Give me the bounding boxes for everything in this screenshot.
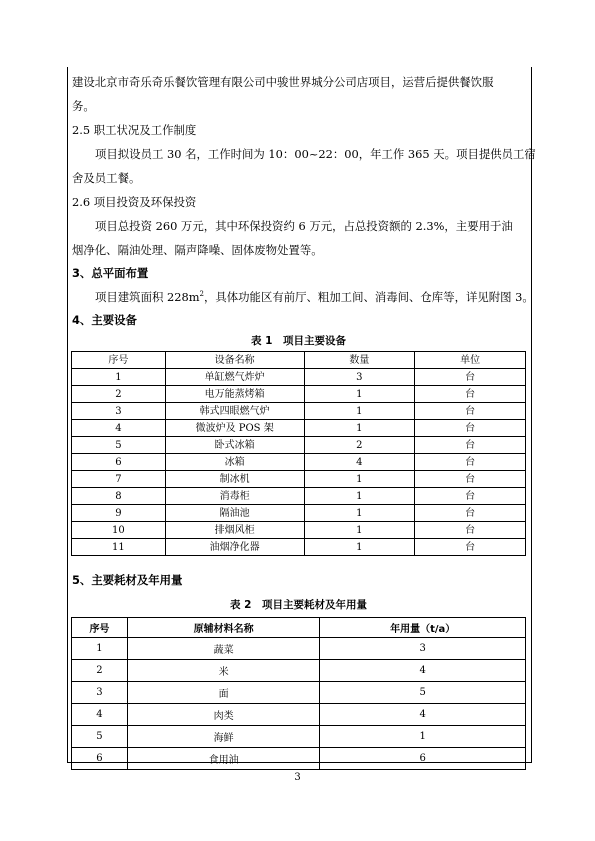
- table-row: [72, 522, 526, 539]
- table-cell: 面: [127, 682, 320, 704]
- table-cell: 海鲜: [127, 726, 320, 748]
- section-heading-5: 5、主要耗材及年用量: [72, 573, 183, 587]
- paragraph-line: 务。: [72, 99, 95, 113]
- column-header: 单位: [415, 352, 526, 369]
- table-cell: 台: [415, 454, 526, 471]
- paragraph-line: 舍及员工餐。: [72, 171, 141, 185]
- column-header: 年用量（t/a）: [320, 618, 526, 638]
- table-cell: 10: [72, 522, 166, 539]
- table-row: [72, 437, 526, 454]
- table-cell: 7: [72, 471, 166, 488]
- table-cell: 1: [304, 522, 415, 539]
- table-row: [72, 471, 526, 488]
- table-cell: 油烟净化器: [165, 539, 304, 556]
- table-cell: 1: [72, 638, 128, 660]
- table-header-row: [72, 618, 526, 638]
- paragraph-line: 建设北京市奇乐奇乐餐饮管理有限公司中骏世界城分公司店项目，运营后提供餐饮服: [72, 75, 494, 89]
- table-cell: 肉类: [127, 704, 320, 726]
- table-cell: 冰箱: [165, 454, 304, 471]
- table-header-row: [72, 352, 526, 369]
- table-cell: 8: [72, 488, 166, 505]
- table-cell: 制冰机: [165, 471, 304, 488]
- table-row: [72, 369, 526, 386]
- column-header: 原辅材料名称: [127, 618, 320, 638]
- table-cell: 1: [304, 471, 415, 488]
- table-row: [72, 420, 526, 437]
- table-cell: 台: [415, 488, 526, 505]
- table-row: [72, 638, 526, 660]
- table-cell: 1: [304, 539, 415, 556]
- column-header: 设备名称: [165, 352, 304, 369]
- table-cell: 1: [304, 403, 415, 420]
- table-row: [72, 505, 526, 522]
- table-cell: 台: [415, 420, 526, 437]
- table-cell: 台: [415, 505, 526, 522]
- table-cell: 5: [320, 682, 526, 704]
- section-heading-4: 4、主要设备: [72, 313, 137, 327]
- table-cell: 单缸燃气炸炉: [165, 369, 304, 386]
- table-cell: 1: [304, 420, 415, 437]
- table-cell: 3: [72, 403, 166, 420]
- table-row: [72, 726, 526, 748]
- table-cell: 2: [304, 437, 415, 454]
- table-cell: 排烟风柜: [165, 522, 304, 539]
- table-cell: 韩式四眼燃气炉: [165, 403, 304, 420]
- table-cell: 隔油池: [165, 505, 304, 522]
- table-cell: 台: [415, 403, 526, 420]
- table-cell: 1: [320, 726, 526, 748]
- table-cell: 消毒柜: [165, 488, 304, 505]
- table-cell: 6: [320, 748, 526, 770]
- column-header: 序号: [72, 352, 166, 369]
- table-cell: 台: [415, 522, 526, 539]
- table2-caption: 表 2 项目主要耗材及年用量: [230, 599, 367, 611]
- table-row: [72, 454, 526, 471]
- column-header: 序号: [72, 618, 128, 638]
- paragraph-line: 项目总投资 260 万元，其中环保投资约 6 万元，占总投资额的 2.3%，主要用于油: [95, 219, 513, 233]
- table-row: [72, 682, 526, 704]
- table-cell: 4: [320, 660, 526, 682]
- table-cell: 4: [72, 704, 128, 726]
- equipment-table: [71, 351, 526, 556]
- table-cell: 9: [72, 505, 166, 522]
- table-cell: 台: [415, 539, 526, 556]
- paragraph-line: 项目拟设员工 30 名，工作时间为 10：00~22：00，年工作 365 天。项目提供员工宿: [95, 147, 536, 161]
- table-row: [72, 539, 526, 556]
- table-row: [72, 386, 526, 403]
- table-cell: 台: [415, 471, 526, 488]
- table-row: [72, 403, 526, 420]
- table-cell: 台: [415, 437, 526, 454]
- table-cell: 4: [72, 420, 166, 437]
- table-cell: 1: [304, 386, 415, 403]
- table-cell: 台: [415, 386, 526, 403]
- table-cell: 2: [72, 386, 166, 403]
- table-row: [72, 704, 526, 726]
- table-cell: 3: [72, 682, 128, 704]
- table-cell: 6: [72, 454, 166, 471]
- table-cell: 4: [320, 704, 526, 726]
- table-cell: 4: [304, 454, 415, 471]
- paragraph-line: 项目建筑面积 $228m^2$，具体功能区有前厅、粗加工间、消毒间、仓库等，详见附图 3。: [95, 290, 534, 304]
- table1-caption: 表 1 项目主要设备: [251, 335, 346, 347]
- materials-table: [71, 617, 526, 770]
- table-row: [72, 660, 526, 682]
- table-cell: 3: [304, 369, 415, 386]
- section-heading-3: 3、总平面布置: [72, 266, 149, 280]
- column-header: 数量: [304, 352, 415, 369]
- table-cell: 米: [127, 660, 320, 682]
- table-cell: 5: [72, 726, 128, 748]
- table-cell: 蔬菜: [127, 638, 320, 660]
- table-row: [72, 748, 526, 770]
- section-heading-2-6: 2.6 项目投资及环保投资: [72, 195, 197, 209]
- section-heading-2-5: 2.5 职工状况及工作制度: [72, 123, 197, 137]
- table-cell: 台: [415, 369, 526, 386]
- table-row: [72, 488, 526, 505]
- table-cell: 2: [72, 660, 128, 682]
- table-cell: 5: [72, 437, 166, 454]
- table-cell: 6: [72, 748, 128, 770]
- table-cell: 1: [72, 369, 166, 386]
- table-cell: 微波炉及 POS 架: [165, 420, 304, 437]
- table-cell: 11: [72, 539, 166, 556]
- table-cell: 卧式冰箱: [165, 437, 304, 454]
- table-cell: 1: [304, 488, 415, 505]
- page-number: 3: [294, 772, 301, 783]
- table-cell: 3: [320, 638, 526, 660]
- table-cell: 1: [304, 505, 415, 522]
- table-cell: 电万能蒸烤箱: [165, 386, 304, 403]
- paragraph-line: 烟净化、隔油处理、隔声降噪、固体废物处置等。: [72, 243, 323, 257]
- table-cell: 食用油: [127, 748, 320, 770]
